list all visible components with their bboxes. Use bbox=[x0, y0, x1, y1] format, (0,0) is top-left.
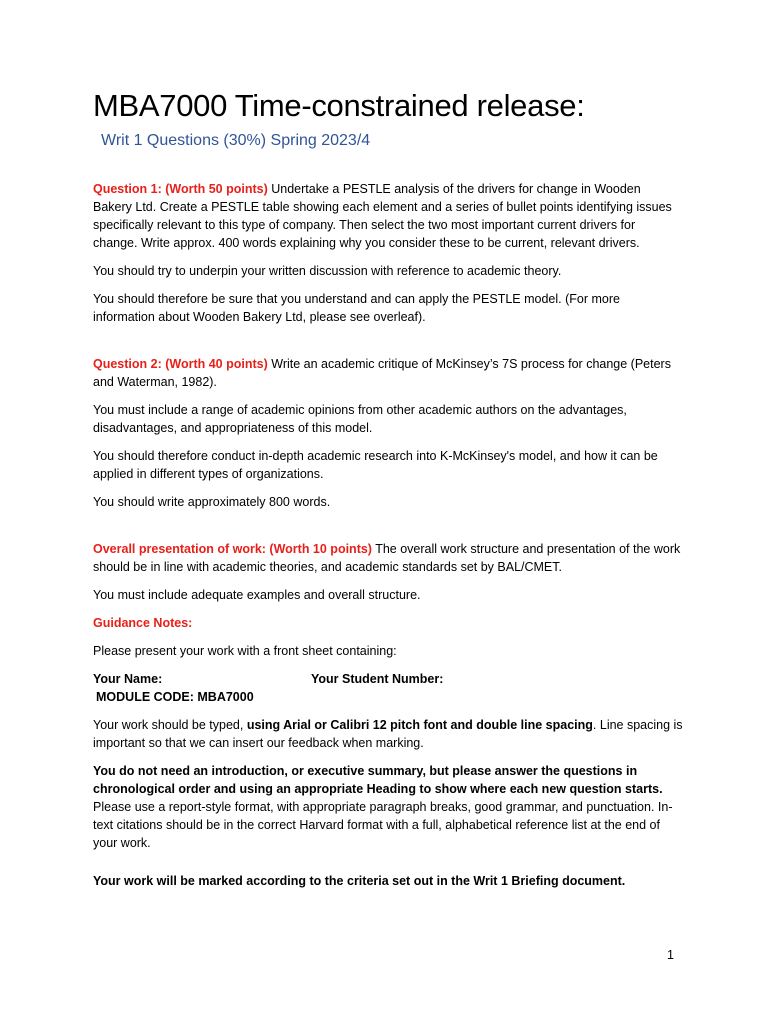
question-2-wordcount-note: You should write approximately 800 words. bbox=[93, 495, 331, 509]
question-1-pestle-note: You should therefore be sure that you understand and can apply the PESTLE model. (For more information about Wooden Bakery Ltd, please see overleaf). bbox=[93, 292, 620, 324]
overall-examples-note: You must include adequate examples and overall structure. bbox=[93, 588, 421, 602]
question-2-opinions-note: You must include a range of academic opinions from other academic authors on the advantages, disadvantages, and appropriateness of this model. bbox=[93, 403, 627, 435]
front-sheet-fields bbox=[93, 670, 683, 688]
introduction-note: You do not need an introduction, or executive summary, but please answer the questions in chronological order and using an appropriate Heading to show where each new question starts. bbox=[93, 764, 663, 796]
guidance-heading: Guidance Notes: bbox=[93, 616, 193, 630]
overall-paragraph bbox=[93, 540, 683, 576]
module-code-label: MODULE CODE: MBA7000 bbox=[96, 690, 254, 704]
format-instructions: You do not need an introduction, or executive summary, but please answer the questions in chronological order and using an appropriate Heading to show where each new question starts. Please use a report-style format, with appropriate paragraph breaks, good grammar, and punctuation. In-text citations should be in the correct Harvard format with a full, alphabetical reference list at the end of your work. bbox=[93, 764, 673, 850]
your-name-label: Your Name: bbox=[93, 672, 163, 686]
question-1-text: Undertake a PESTLE analysis of the drivers for change in Wooden Bakery Ltd. Create a PESTLE table showing each element and a series of bullet points identifying issues specifically relevant to this type of company. Then select the two most important current drivers for change. Write approx. 400 words explaining why you consider these to be current, relevant drivers. bbox=[93, 182, 672, 250]
question-2-research-note: You should therefore conduct in-depth academic research into K-McKinsey's model, and how it can be applied in different types of organizations. bbox=[93, 449, 658, 481]
guidance-front-sheet: Please present your work with a front sheet containing: bbox=[93, 644, 397, 658]
typing-instructions: Your work should be typed, using Arial or Calibri 12 pitch font and double line spacing. Line spacing is important so that we can insert our feedback when marking. bbox=[93, 718, 683, 750]
marking-criteria-note: Your work will be marked according to the criteria set out in the Writ 1 Briefing document. bbox=[93, 874, 626, 888]
question-1-label: Question 1: (Worth 50 points) bbox=[93, 182, 268, 196]
question-1-paragraph bbox=[93, 180, 683, 252]
question-1-theory-note: You should try to underpin your written discussion with reference to academic theory. bbox=[93, 264, 562, 278]
font-requirement: using Arial or Calibri 12 pitch font and double line spacing bbox=[246, 718, 593, 732]
page-subtitle: Writ 1 Questions (30%) Spring 2023/4 bbox=[101, 132, 371, 149]
page-number: 1 bbox=[667, 948, 674, 962]
overall-label: Overall presentation of work: (Worth 10 points) bbox=[93, 542, 372, 556]
document-body bbox=[93, 180, 683, 900]
page-title: MBA7000 Time-constrained release: bbox=[93, 88, 585, 123]
question-2-label: Question 2: (Worth 40 points) bbox=[93, 357, 268, 371]
question-2-text: Write an academic critique of McKinsey’s 7S process for change (Peters and Waterman, 1982). bbox=[93, 357, 671, 389]
question-2-paragraph bbox=[93, 355, 683, 391]
student-number-label: Your Student Number: bbox=[311, 672, 444, 686]
overall-text: The overall work structure and presentation of the work should be in line with academic theories, and academic standards set by BAL/CMET. bbox=[93, 542, 681, 574]
